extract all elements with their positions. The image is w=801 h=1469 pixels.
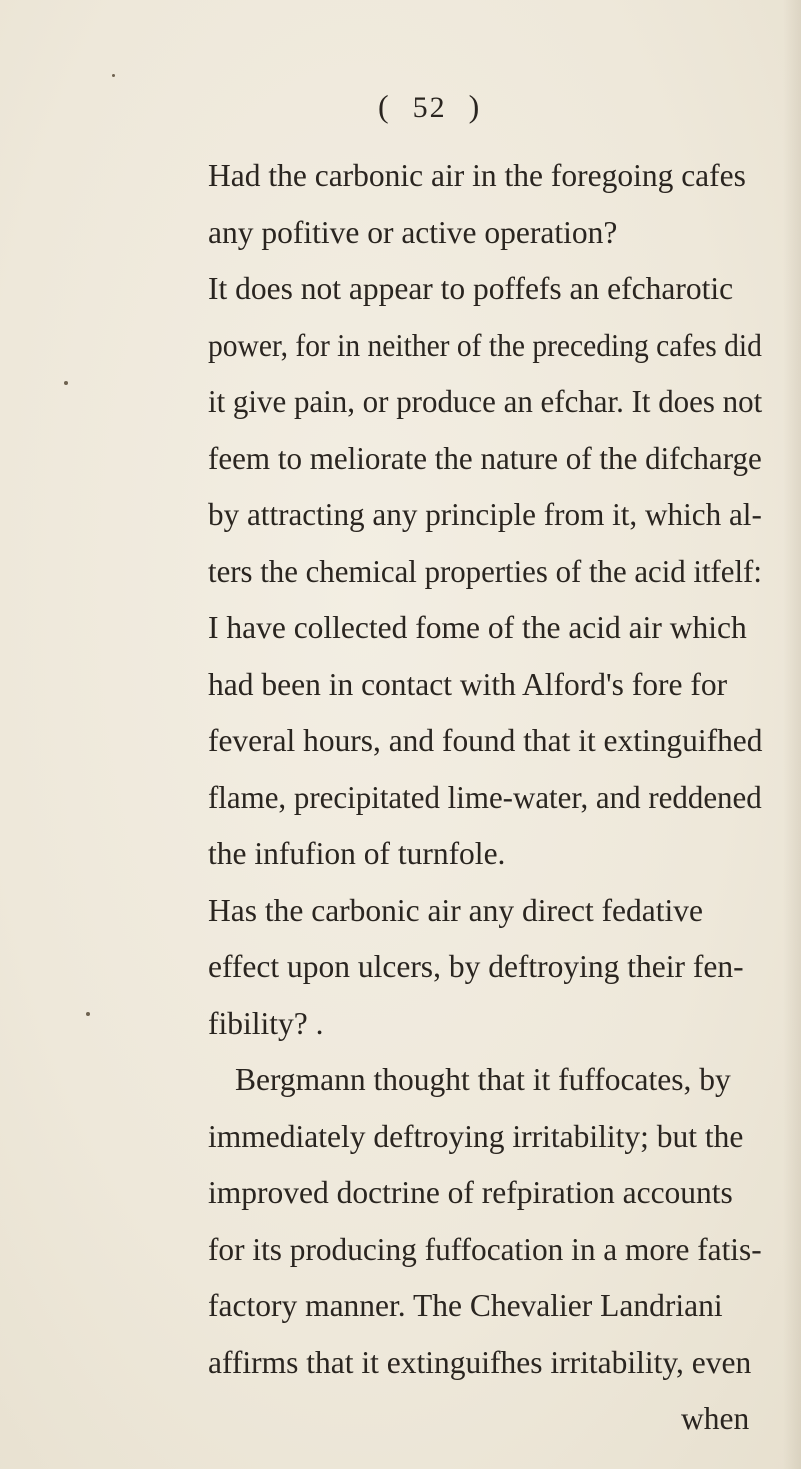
text-line: It does not appear to poffefs an efcharotic [208,271,734,306]
text-line: any pofitive or active operation? [208,215,618,250]
text-line: the infufion of turnfole. [208,836,506,871]
text-line: feem to meliorate the nature of the difcharge [208,441,762,476]
text-line: feveral hours, and found that it extinguifhed [208,723,763,758]
text-line: Has the carbonic air any direct fedative [208,893,704,928]
text-line: improved doctrine of refpiration accounts [208,1175,733,1210]
page-edge-shadow [783,0,801,1469]
text-line: fibility? . [208,1006,324,1041]
paper-speck [112,74,115,77]
text-line: Bergmann thought that it fuffocates, by [235,1062,731,1097]
text-line: flame, precipitated lime-water, and reddened [208,780,762,815]
text-line: it give pain, or produce an efchar. It does not [208,384,763,419]
text-line: immediately deftroying irritability; but the [208,1119,744,1154]
text-line: for its producing fuffocation in a more fatis- [208,1232,762,1267]
page-number [378,88,508,125]
page-number-value: 52 [412,91,447,124]
text-line: had been in contact with Alford's fore for [208,667,728,702]
text-line: factory manner. The Chevalier Landriani [208,1288,723,1323]
text-line: affirms that it extinguifhes irritability, even [208,1345,752,1380]
text-line: ters the chemical properties of the acid itfelf: [208,554,762,589]
catchword: when [681,1401,750,1436]
paper-speck [64,381,68,385]
text-line: I have collected fome of the acid air which [208,610,747,645]
text-line: Had the carbonic air in the foregoing cafes [208,158,746,193]
text-line: by attracting any principle from it, which al- [208,497,762,532]
text-line: effect upon ulcers, by deftroying their fen- [208,949,744,984]
text-line: power, for in neither of the preceding cafes did [208,328,762,363]
page-number-open-paren: ( [378,88,391,124]
paper-speck [86,1012,90,1016]
page-number-close-paren: ) [468,88,482,124]
